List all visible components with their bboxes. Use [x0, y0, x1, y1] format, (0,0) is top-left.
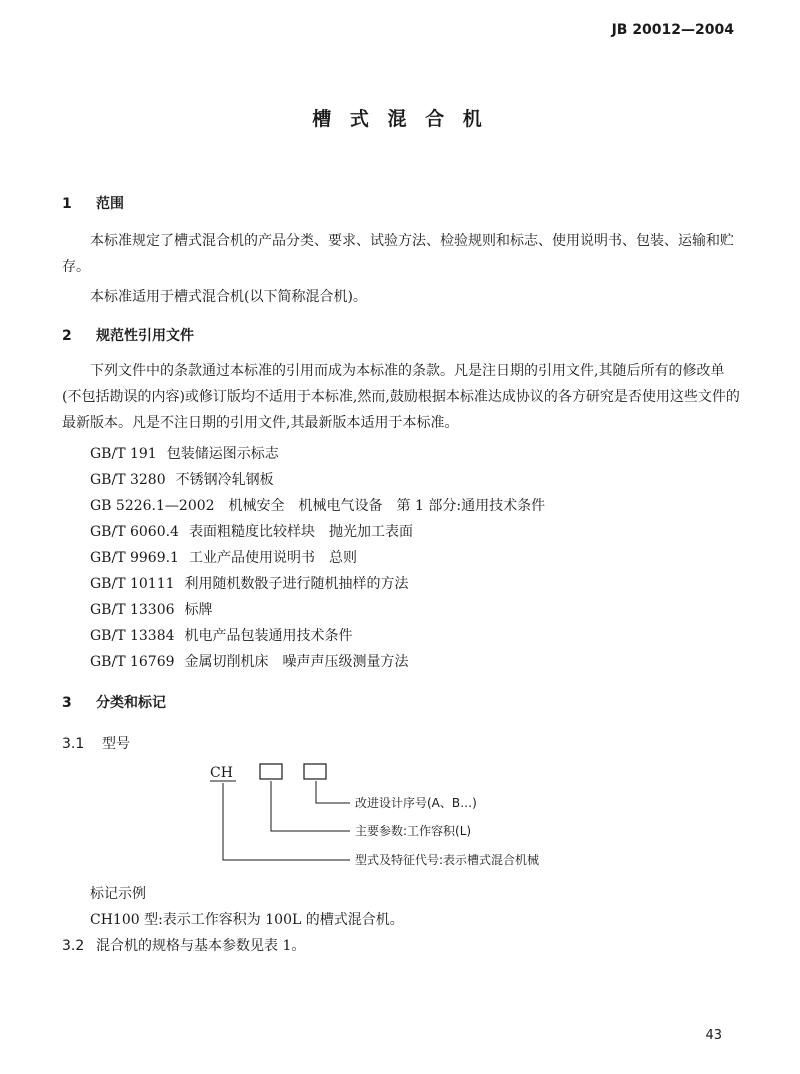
model-prefix: CH — [210, 765, 233, 781]
subsection-title: 型号 — [102, 736, 130, 752]
reference-code: GB/T 9969.1 — [90, 550, 179, 566]
reference-title: 机电产品包装通用技术条件 — [184, 628, 353, 644]
reference-title: 标牌 — [184, 602, 213, 618]
section-3-heading — [62, 692, 166, 712]
reference-item — [90, 495, 545, 515]
reference-code: GB/T 10111 — [90, 576, 175, 592]
subsection-3-1-heading — [62, 733, 130, 753]
section-2-heading — [62, 325, 194, 345]
leader-line-type — [223, 783, 350, 860]
label-type-code: 型式及特征代号:表示槽式混合机械 — [355, 853, 540, 867]
label-improvement-number: 改进设计序号(A、B…) — [355, 796, 477, 810]
reference-title: 工业产品使用说明书 总则 — [188, 550, 357, 566]
subsection-number: 3.2 — [62, 938, 85, 954]
page-number: 43 — [705, 1028, 722, 1043]
example-heading: 标记示例 — [90, 886, 146, 902]
reference-item — [90, 469, 274, 489]
reference-item — [90, 625, 353, 645]
section-2-paragraph-1: 下列文件中的条款通过本标准的引用而成为本标准的条款。凡是注日期的引用文件,其随后所有的修改单(不包括勘误的内容)或修订版均不适用于本标准,然而,鼓励根据本标准达成协议的各方研究是否使用这些文件的最新版本。凡是不注日期的引用文件,其最新版本适用于本标准。 — [62, 363, 740, 431]
reference-code: GB 5226.1—2002 — [90, 498, 215, 514]
reference-title: 包装储运图示标志 — [166, 446, 279, 462]
leader-line-improvement — [316, 781, 350, 803]
section-1-paragraph-2: 本标准适用于槽式混合机(以下简称混合机)。 — [90, 289, 367, 305]
section-number: 1 — [62, 196, 72, 212]
section-title: 范围 — [96, 196, 124, 212]
document-number: JB 20012—2004 — [611, 22, 734, 38]
section-number: 3 — [62, 695, 72, 711]
subsection-text: 混合机的规格与基本参数见表 1。 — [96, 938, 306, 954]
reference-title: 机械安全 机械电气设备 第 1 部分:通用技术条件 — [228, 498, 546, 514]
reference-item — [90, 599, 213, 619]
subsection-3-2 — [62, 935, 305, 955]
section-title: 规范性引用文件 — [96, 328, 194, 344]
reference-item — [90, 547, 357, 567]
model-designation-diagram — [180, 755, 640, 885]
reference-item — [90, 521, 413, 541]
reference-code: GB/T 6060.4 — [90, 524, 179, 540]
reference-code: GB/T 16769 — [90, 654, 175, 670]
example-text: CH100 型:表示工作容积为 100L 的槽式混合机。 — [90, 912, 404, 928]
subsection-number: 3.1 — [62, 736, 85, 752]
reference-title: 不锈钢冷轧钢板 — [175, 472, 274, 488]
reference-item — [90, 443, 279, 463]
section-1-heading — [62, 193, 124, 213]
reference-item — [90, 651, 409, 671]
section-title: 分类和标记 — [96, 695, 166, 711]
leader-line-parameter — [271, 781, 350, 831]
reference-code: GB/T 13306 — [90, 602, 175, 618]
parameter-placeholder-box — [260, 764, 282, 779]
reference-code: GB/T 13384 — [90, 628, 175, 644]
reference-code: GB/T 3280 — [90, 472, 166, 488]
reference-item — [90, 573, 409, 593]
label-main-parameter: 主要参数:工作容积(L) — [355, 824, 472, 838]
reference-title: 表面粗糙度比较样块 抛光加工表面 — [188, 524, 413, 540]
reference-code: GB/T 191 — [90, 446, 157, 462]
section-1-paragraph-1: 本标准规定了槽式混合机的产品分类、要求、试验方法、检验规则和标志、使用说明书、包装、运输和贮存。 — [62, 233, 734, 275]
reference-title: 利用随机数骰子进行随机抽样的方法 — [184, 576, 409, 592]
section-number: 2 — [62, 328, 72, 344]
reference-title: 金属切削机床 噪声声压级测量方法 — [184, 654, 409, 670]
improvement-placeholder-box — [304, 764, 326, 779]
page-title: 槽 式 混 合 机 — [312, 108, 488, 130]
